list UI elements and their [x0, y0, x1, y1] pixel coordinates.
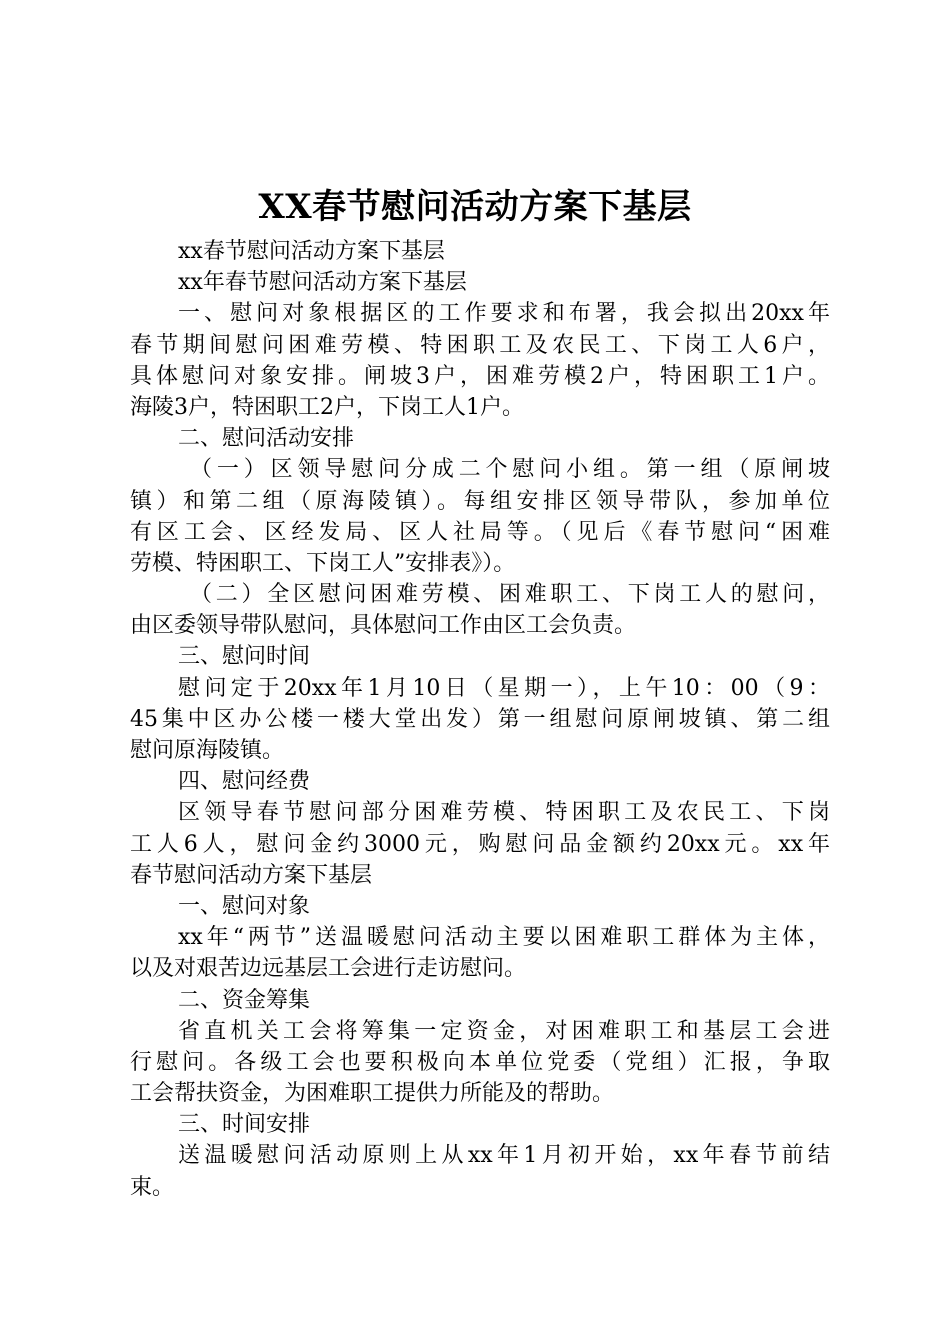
- body-line: xx春节慰问活动方案下基层: [178, 239, 445, 264]
- body-line: 45集中区办公楼一楼大堂出发）第一组慰问原闸坡镇、第二组: [130, 706, 830, 732]
- body-line: 有区工会、区经发局、区人社局等。（见后《春节慰问“困难: [130, 519, 830, 545]
- section-heading: 四、慰问经费: [178, 769, 311, 795]
- body-line: 慰问定于20xx年1月10日（星期一），上午10：00（9：: [178, 675, 830, 701]
- body-line: 行慰问。各级工会也要积极向本单位党委（党组）汇报，争取: [130, 1049, 830, 1075]
- section-heading: 一、慰问对象: [178, 893, 311, 919]
- body-line: 春节慰问活动方案下基层: [130, 862, 373, 888]
- body-line: 海陵3户，特困职工2户，下岗工人1户。: [130, 394, 524, 420]
- body-line: 一、慰问对象根据区的工作要求和布署，我会拟出20xx年: [178, 301, 830, 327]
- body-line: xx年“两节”送温暖慰问活动主要以困难职工群体为主体，: [178, 925, 830, 951]
- document-title: XX春节慰问活动方案下基层: [258, 187, 692, 227]
- body-line: 以及对艰苦边远基层工会进行走访慰问。: [130, 956, 527, 982]
- section-heading: 三、慰问时间: [178, 644, 311, 670]
- body-line: 送温暖慰问活动原则上从xx年1月初开始，xx年春节前结: [178, 1143, 830, 1169]
- document-body: [130, 236, 830, 1203]
- body-line: 劳模、特困职工、下岗工人”安排表》）。: [130, 550, 516, 576]
- body-line: 春节期间慰问困难劳模、特困职工及农民工、下岗工人6户，: [130, 332, 830, 358]
- body-line: 束。: [130, 1174, 175, 1200]
- body-line: xx年春节慰问活动方案下基层: [178, 270, 467, 296]
- section-heading: 二、资金筹集: [178, 987, 311, 1013]
- body-line: 省直机关工会将筹集一定资金，对困难职工和基层工会进: [178, 1018, 830, 1044]
- section-heading: 三、时间安排: [178, 1112, 311, 1138]
- body-line: 镇）和第二组（原海陵镇）。每组安排区领导带队，参加单位: [130, 488, 830, 514]
- body-line: 工会帮扶资金，为困难职工提供力所能及的帮助。: [130, 1081, 615, 1107]
- body-line: 具体慰问对象安排。闸坡3户，困难劳模2户，特困职工1户。: [130, 363, 830, 389]
- body-line: 慰问原海陵镇。: [130, 738, 285, 763]
- body-line: 工人6人，慰问金约3000元，购慰问品金额约20xx元。xx年: [130, 831, 830, 857]
- body-line: 由区委领导带队慰问，具体慰问工作由区工会负责。: [130, 613, 637, 639]
- body-line: （二）全区慰问困难劳模、困难职工、下岗工人的慰问，: [190, 582, 830, 608]
- section-heading: 二、慰问活动安排: [178, 426, 355, 452]
- body-line: 区领导春节慰问部分困难劳模、特困职工及农民工、下岗: [178, 800, 830, 826]
- body-line: （一）区领导慰问分成二个慰问小组。第一组（原闸坡: [190, 457, 830, 483]
